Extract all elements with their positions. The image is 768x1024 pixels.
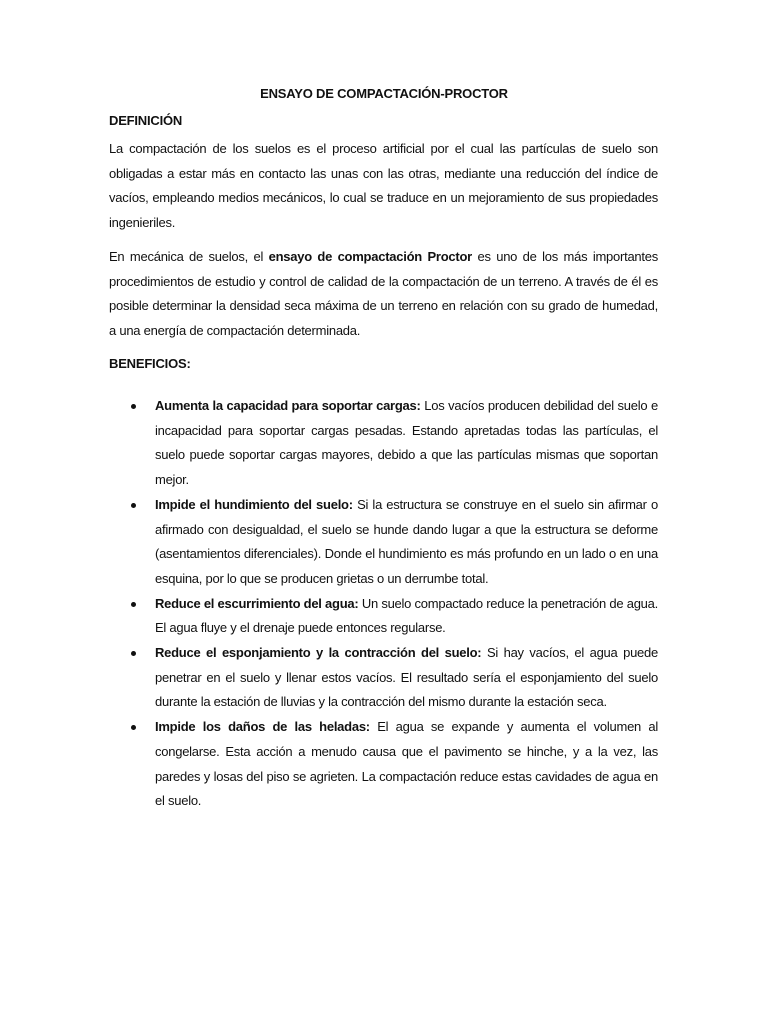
benefit-item-water-runoff <box>109 592 658 641</box>
proctor-test-emphasis: ensayo de compactación Proctor <box>268 249 472 264</box>
document-title: ENSAYO DE COMPACTACIÓN-PROCTOR <box>260 86 508 101</box>
benefit-item-frost <box>109 715 658 814</box>
benefit-title: Impide el hundimiento del suelo: <box>155 496 353 512</box>
bullet-dot-icon <box>131 651 136 656</box>
definition-paragraph-1: La compactación de los suelos es el proceso artificial por el cual las partículas de suelo son obligadas a estar más en contacto las unas con las otras, mediante una reducción del índice de vacíos, empleando medios mecánicos, lo cual se traduce en un mejoramiento de sus propiedades ingenieriles. <box>109 141 658 231</box>
benefit-text: Si la estructura se construye en el suelo sin afirmar o afirmado con desigualdad, el suelo se hunde dando lugar a que la estructura se deforme (asentamientos diferenciales). Donde el hundimiento es más profundo en un lado o en una esquina, por lo que se producen grietas o un derrumbe total. <box>155 496 658 586</box>
bullet-dot-icon <box>131 503 136 508</box>
benefit-item-swelling <box>109 641 658 715</box>
benefit-text: El agua se expande y aumenta el volumen al congelarse. Esta acción a menudo causa que el pavimento se hinche, y a la vez, las paredes y losas del piso se agrieten. La compactación reduce estas cavidades de agua en el suelo. <box>155 719 658 809</box>
benefit-title: Reduce el esponjamiento y la contracción del suelo: <box>155 645 482 661</box>
benefit-title: Impide los daños de las heladas: <box>155 719 370 735</box>
benefit-text: Un suelo compactado reduce la penetración de agua. El agua fluye y el drenaje puede entonces regularse. <box>155 595 658 636</box>
definition-heading: DEFINICIÓN <box>109 113 183 128</box>
paragraph-2-text-before: En mecánica de suelos, el <box>109 249 269 264</box>
bullet-dot-icon <box>131 725 136 730</box>
benefit-item-load-capacity <box>109 394 658 493</box>
benefits-heading: BENEFICIOS: <box>109 356 191 371</box>
bullet-dot-icon <box>131 404 136 409</box>
benefit-text: Si hay vacíos, el agua puede penetrar en el suelo y llenar estos vacíos. El resultado sería el esponjamiento del suelo durante la estación de lluvias y la contracción del mismo durante la estación seca. <box>155 645 658 710</box>
benefit-title: Aumenta la capacidad para soportar cargas: <box>155 398 421 413</box>
benefit-title: Reduce el escurrimiento del agua: <box>155 595 359 611</box>
benefits-list <box>109 394 658 814</box>
paragraph-2-text-after: es uno de los más importantes procedimientos de estudio y control de calidad de la compactación de un terreno. A través de él es posible determinar la densidad seca máxima de un terreno en relación con su grado de humedad, a una energía de compactación determinada. <box>109 249 658 339</box>
definition-paragraph-2 <box>109 245 658 344</box>
bullet-dot-icon <box>131 602 136 607</box>
benefit-item-subsidence <box>109 493 658 592</box>
benefit-text: Los vacíos producen debilidad del suelo e incapacidad para soportar cargas pesadas. Estando apretadas todas las partículas, el suelo puede soportar cargas mayores, debido a que las partículas mismas que soportan mejor. <box>155 398 658 488</box>
